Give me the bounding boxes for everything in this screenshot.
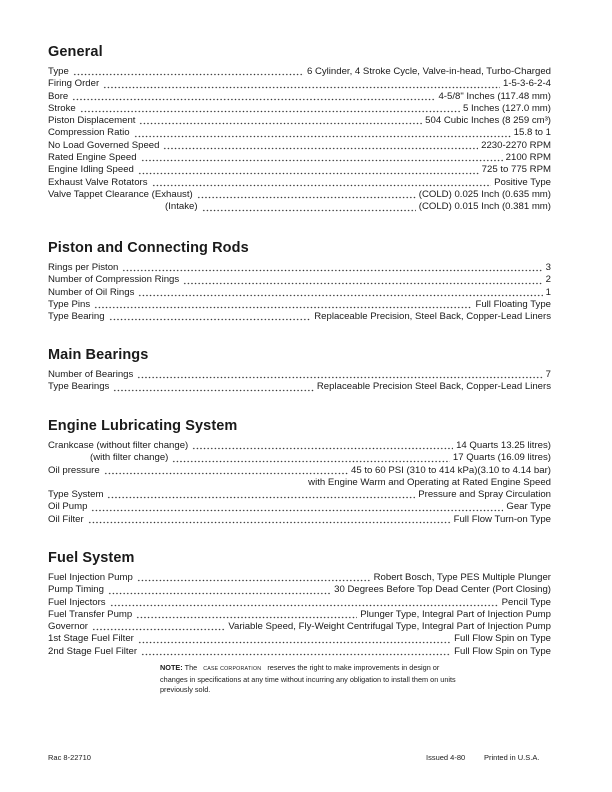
- spec-value: Pressure and Spray Circulation: [418, 489, 551, 501]
- spec-label: Type Bearings: [48, 381, 110, 393]
- dot-leader: [109, 313, 312, 321]
- spec-value: (COLD) 0.015 Inch (0.381 mm): [418, 201, 551, 213]
- spec-row: [48, 311, 551, 323]
- spec-section-general: [48, 44, 551, 214]
- issued-date: Issued 4-80: [426, 753, 466, 762]
- dot-leader: [138, 636, 451, 644]
- spec-value: Full Flow Spin on Type: [454, 633, 551, 645]
- spec-label: Type System: [48, 489, 104, 501]
- spec-row: [48, 299, 551, 311]
- spec-label: Exhaust Valve Rotators: [48, 176, 148, 188]
- dot-leader: [172, 455, 449, 463]
- spec-section-fuel-system: [48, 550, 551, 658]
- spec-value: 14 Quarts 13.25 litres): [456, 440, 551, 451]
- spec-value: 6 Cylinder, 4 Stroke Cycle, Valve-in-head, Turbo-Charged: [306, 66, 551, 77]
- spec-value: Replaceable Precision, Steel Back, Copper-Lead Liners: [314, 311, 551, 323]
- spec-label: 2nd Stage Fuel Filter: [48, 645, 138, 657]
- spec-row: [48, 78, 551, 90]
- spec-value: Replaceable Precision Steel Back, Copper-Lead Liners: [316, 381, 551, 393]
- spec-value: 15.8 to 1: [513, 127, 551, 139]
- spec-value: Positive Type: [494, 176, 551, 188]
- dot-leader: [113, 384, 314, 392]
- spec-value: 2230-2270 RPM: [481, 139, 551, 151]
- spec-label: Piston Displacement: [48, 115, 136, 127]
- spec-row: [48, 66, 551, 78]
- dot-leader: [141, 154, 503, 162]
- spec-row: [48, 621, 551, 633]
- spec-row: [48, 572, 551, 584]
- spec-value: (COLD) 0.025 Inch (0.635 mm): [418, 188, 551, 200]
- spec-row: [48, 127, 551, 139]
- spec-value: Gear Type: [506, 501, 551, 513]
- note-corporation: CASE CORPORATION: [203, 666, 262, 672]
- spec-row: [48, 514, 551, 526]
- spec-label: Governor: [48, 621, 88, 633]
- dot-leader: [192, 442, 453, 450]
- spec-value: 2100 RPM: [505, 152, 551, 164]
- spec-value: Full Flow Turn-on Type: [453, 513, 551, 525]
- spec-value: 3: [545, 262, 551, 273]
- spec-row: [48, 381, 551, 393]
- section-heading: Engine Lubricating System: [48, 418, 238, 434]
- spec-label: Stroke: [48, 102, 76, 114]
- dot-leader: [122, 264, 542, 272]
- spec-row: [48, 262, 551, 274]
- spec-value: 725 to 775 RPM: [481, 164, 551, 176]
- spec-label: Fuel Injectors: [48, 596, 106, 608]
- spec-value: Robert Bosch, Type PES Multiple Plunger: [373, 572, 551, 583]
- dot-leader: [137, 371, 542, 379]
- dot-leader: [72, 93, 435, 101]
- spec-value: Variable Speed, Fly-Weight Centrifugal Type, Integral Part of Injection Pump: [228, 621, 551, 633]
- spec-row: [48, 489, 551, 501]
- spec-value: 7: [545, 369, 551, 380]
- form-number: Rac 8-22710: [48, 753, 91, 762]
- spec-value: 2: [545, 274, 551, 286]
- dot-leader: [80, 105, 460, 113]
- spec-row: [48, 91, 551, 103]
- spec-row: [48, 274, 551, 286]
- dot-leader: [163, 142, 478, 150]
- dot-leader: [103, 81, 500, 89]
- dot-leader: [134, 130, 511, 138]
- spec-label: Firing Order: [48, 78, 100, 90]
- dot-leader: [92, 623, 225, 631]
- dot-leader: [91, 504, 503, 512]
- spec-row: [48, 584, 551, 596]
- spec-row: [48, 164, 551, 176]
- spec-label: Crankcase (without filter change): [48, 440, 189, 451]
- spec-row: [48, 633, 551, 645]
- spec-row: [48, 465, 551, 477]
- spec-value: 4-5/8" Inches (117.48 mm): [438, 90, 551, 102]
- dot-leader: [183, 277, 542, 285]
- spec-label: Pump Timing: [48, 584, 104, 596]
- dot-leader: [73, 68, 304, 76]
- spec-label: Oil pressure: [48, 464, 100, 476]
- spec-label: No Load Governed Speed: [48, 139, 160, 151]
- spec-value: Full Flow Spin on Type: [454, 645, 551, 657]
- spec-label: Fuel Injection Pump: [48, 572, 133, 583]
- spec-value: 30 Degrees Before Top Dead Center (Port Closing): [334, 584, 551, 596]
- spec-row: [48, 287, 551, 299]
- spec-label: Type: [48, 66, 69, 77]
- spec-label: Oil Pump: [48, 501, 88, 513]
- dot-leader: [108, 587, 331, 595]
- spec-label: Number of Compression Rings: [48, 274, 180, 286]
- spec-label: Fuel Transfer Pump: [48, 608, 133, 620]
- section-heading: Fuel System: [48, 550, 135, 566]
- section-heading: Piston and Connecting Rods: [48, 240, 249, 256]
- spec-label: Valve Tappet Clearance (Exhaust): [48, 188, 193, 200]
- note-prefix: NOTE:: [160, 663, 183, 672]
- section-heading: General: [48, 44, 103, 60]
- dot-leader: [202, 204, 416, 212]
- printed-in: Printed in U.S.A.: [484, 753, 540, 762]
- dot-leader: [197, 191, 416, 199]
- spec-row: [48, 140, 551, 152]
- spec-row: [48, 609, 551, 621]
- spec-label: Engine Idling Speed: [48, 164, 134, 176]
- spec-row: [48, 369, 551, 381]
- note-the: The: [184, 663, 198, 672]
- dot-leader: [137, 574, 371, 582]
- dot-leader: [141, 648, 451, 656]
- spec-row: [48, 646, 551, 658]
- spec-label: Type Bearing: [48, 311, 105, 323]
- spec-section-lubricating-system: [48, 418, 551, 526]
- note-text: reserves the right to make improvements in design or changes in specifications at any time without incurring any obligation to install them on units previously sold.: [160, 663, 456, 695]
- spec-row: [48, 115, 551, 127]
- spec-label: (with filter change): [90, 452, 169, 464]
- spec-label: Type Pins: [48, 298, 91, 310]
- spec-value: 1: [545, 286, 551, 298]
- spec-row: [48, 201, 551, 213]
- spec-label: Rated Engine Speed: [48, 152, 137, 164]
- spec-row: [48, 477, 551, 489]
- spec-row: [48, 103, 551, 115]
- spec-label: Rings per Piston: [48, 262, 119, 273]
- spec-label: 1st Stage Fuel Filter: [48, 633, 134, 645]
- spec-row: [48, 177, 551, 189]
- spec-row: [48, 152, 551, 164]
- spec-value: 1-5-3-6-2-4: [503, 78, 551, 90]
- spec-value: 17 Quarts (16.09 litres): [452, 452, 551, 464]
- dot-leader: [88, 516, 451, 524]
- spec-section-main-bearings: [48, 347, 551, 394]
- spec-value: with Engine Warm and Operating at Rated Engine Speed: [308, 476, 551, 488]
- spec-label: Number of Oil Rings: [48, 286, 135, 298]
- dot-leader: [110, 599, 499, 607]
- dot-leader: [136, 611, 357, 619]
- spec-label: Bore: [48, 90, 69, 102]
- spec-value: Full Floating Type: [475, 298, 551, 310]
- spec-label: (Intake): [165, 201, 198, 213]
- spec-value: 504 Cubic Inches (8 259 cm³): [425, 115, 551, 127]
- spec-row: [48, 189, 551, 201]
- spec-row: [48, 597, 551, 609]
- spec-label: Oil Filter: [48, 513, 84, 525]
- spec-label: Compression Ratio: [48, 127, 130, 139]
- dot-leader: [107, 491, 415, 499]
- dot-leader: [138, 167, 479, 175]
- spec-row: [48, 501, 551, 513]
- spec-value: 45 to 60 PSI (310 to 414 kPa)(3.10 to 4.14 bar): [351, 464, 551, 476]
- spec-row: [48, 440, 551, 452]
- spec-value: Pencil Type: [501, 596, 551, 608]
- spec-label: Number of Bearings: [48, 369, 134, 380]
- spec-value: 5 Inches (127.0 mm): [463, 102, 551, 114]
- section-heading: Main Bearings: [48, 347, 149, 363]
- spec-row: [48, 452, 551, 464]
- dot-leader: [139, 117, 422, 125]
- dot-leader: [152, 179, 492, 187]
- disclaimer-note: [160, 663, 460, 696]
- spec-value: Plunger Type, Integral Part of Injection Pump: [360, 608, 551, 620]
- dot-leader: [104, 467, 348, 475]
- spec-section-piston-rods: [48, 240, 551, 323]
- dot-leader: [138, 289, 542, 297]
- dot-leader: [94, 301, 472, 309]
